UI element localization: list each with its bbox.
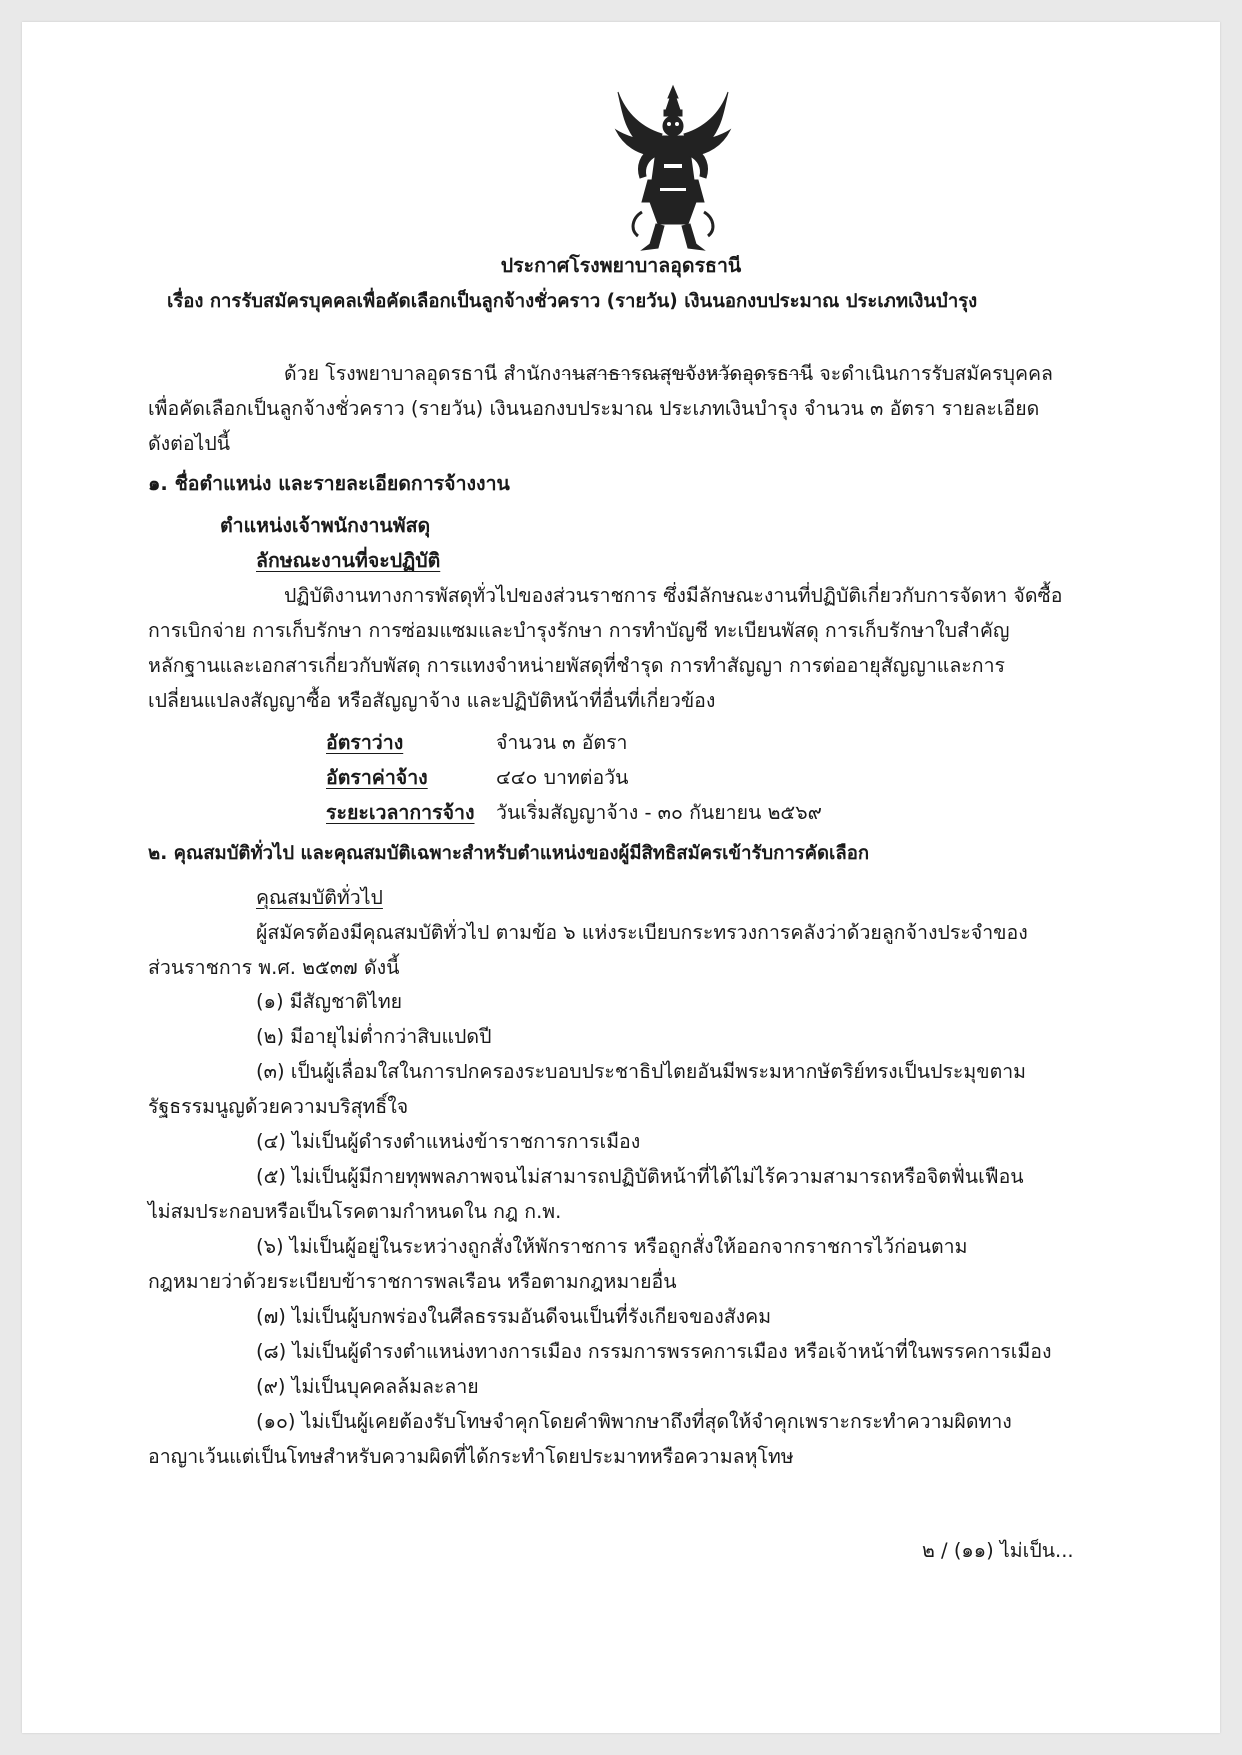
detail-value: วันเริ่มสัญญาจ้าง - ๓๐ กันยายน ๒๕๖๙ xyxy=(496,801,822,824)
sub-heading: คุณสมบัติทั่วไป xyxy=(256,886,383,909)
position-title: ตำแหน่งเจ้าพนักงานพัสดุ xyxy=(220,514,431,537)
intro-line: ด้วย โรงพยาบาลอุดรธานี สำนักงานสาธารณสุขจังหวัดอุดรธานี จะดำเนินการรับสมัครบุคคล xyxy=(284,362,1053,385)
qualification-item-cont: อาญาเว้นแต่เป็นโทษสำหรับความผิดที่ได้กระทำโดยประมาทหรือความลหุโทษ xyxy=(148,1445,794,1468)
duty-line: หลักฐานและเอกสารเกี่ยวกับพัสดุ การแทงจำหน่ายพัสดุที่ชำรุด การทำสัญญา การต่ออายุสัญญาและการ xyxy=(148,654,1006,677)
qualification-item: (๑๐) ไม่เป็นผู้เคยต้องรับโทษจำคุกโดยคำพิพากษาถึงที่สุดให้จำคุกเพราะกระทำความผิดทาง xyxy=(256,1410,1012,1433)
document-page xyxy=(22,22,1220,1733)
detail-label: อัตราว่าง xyxy=(326,731,404,754)
qualification-item: (๕) ไม่เป็นผู้มีกายทุพพลภาพจนไม่สามารถปฏิบัติหน้าที่ได้ไม่ไร้ความสามารถหรือจิตฟั่นเฟือน xyxy=(256,1165,1024,1188)
detail-value: ๔๔๐ บาทต่อวัน xyxy=(496,766,629,789)
document-subject: เรื่อง การรับสมัครบุคคลเพื่อคัดเลือกเป็นลูกจ้างชั่วคราว (รายวัน) เงินนอกงบประมาณ ประเภทเงินบำรุง xyxy=(167,291,978,312)
qualification-item: (๓) เป็นผู้เลื่อมใสในการปกครองระบอบประชาธิปไตยอันมีพระมหากษัตริย์ทรงเป็นประมุขตาม xyxy=(256,1060,1027,1083)
section-heading: ๒. คุณสมบัติทั่วไป และคุณสมบัติเฉพาะสำหรับตำแหน่งของผู้มีสิทธิสมัครเข้ารับการคัดเลือก xyxy=(148,843,870,864)
detail-label: ระยะเวลาการจ้าง xyxy=(326,801,475,824)
qualification-item: (๔) ไม่เป็นผู้ดำรงตำแหน่งข้าราชการการเมือง xyxy=(256,1130,641,1153)
detail-label: อัตราค่าจ้าง xyxy=(326,766,428,789)
detail-value: จำนวน ๓ อัตรา xyxy=(496,731,628,754)
qualification-item: (๗) ไม่เป็นผู้บกพร่องในศีลธรรมอันดีจนเป็นที่รังเกียจของสังคม xyxy=(256,1305,772,1328)
page-title: ประกาศโรงพยาบาลอุดรธานี xyxy=(500,254,742,277)
page-continuation: ๒ / (๑๑) ไม่เป็น... xyxy=(922,1539,1074,1562)
duty-line: การเบิกจ่าย การเก็บรักษา การซ่อมแซมและบำรุงรักษา การทำบัญชี ทะเบียนพัสดุ การเก็บรักษาใบสำคัญ xyxy=(148,619,1010,642)
qualification-item-cont: รัฐธรรมนูญด้วยความบริสุทธิ์ใจ xyxy=(148,1095,409,1118)
section-heading: ๑. ชื่อตำแหน่ง และรายละเอียดการจ้างงาน xyxy=(148,472,510,495)
duty-line: ปฏิบัติงานทางการพัสดุทั่วไปของส่วนราชการ ซึ่งมีลักษณะงานที่ปฏิบัติเกี่ยวกับการจัดหา จัดซื้อ xyxy=(284,584,1063,607)
qual-intro-line: ส่วนราชการ พ.ศ. ๒๕๓๗ ดังนี้ xyxy=(148,956,400,979)
qualification-item: (๙) ไม่เป็นบุคคลล้มละลาย xyxy=(256,1375,479,1398)
intro-line: เพื่อคัดเลือกเป็นลูกจ้างชั่วคราว (รายวัน) เงินนอกงบประมาณ ประเภทเงินบำรุง จำนวน ๓ อัตรา รายละเอียด xyxy=(148,397,1040,420)
duty-heading: ลักษณะงานที่จะปฏิบัติ xyxy=(256,549,441,572)
qualification-item: (๒) มีอายุไม่ต่ำกว่าสิบแปดปี xyxy=(256,1025,492,1048)
qualification-item: (๖) ไม่เป็นผู้อยู่ในระหว่างถูกสั่งให้พักราชการ หรือถูกสั่งให้ออกจากราชการไว้ก่อนตาม xyxy=(256,1235,968,1258)
qualification-item-cont: กฎหมายว่าด้วยระเบียบข้าราชการพลเรือน หรือตามกฎหมายอื่น xyxy=(148,1270,677,1293)
qualification-item-cont: ไม่สมประกอบหรือเป็นโรคตามกำหนดใน กฎ ก.พ. xyxy=(148,1200,562,1223)
qual-intro-line: ผู้สมัครต้องมีคุณสมบัติทั่วไป ตามข้อ ๖ แห่งระเบียบกระทรวงการคลังว่าด้วยลูกจ้างประจำของ xyxy=(256,921,1028,944)
garuda-emblem-icon xyxy=(612,84,734,252)
qualification-item: (๘) ไม่เป็นผู้ดำรงตำแหน่งทางการเมือง กรรมการพรรคการเมือง หรือเจ้าหน้าที่ในพรรคการเมือง xyxy=(256,1340,1052,1363)
intro-line: ดังต่อไปนี้ xyxy=(148,432,231,455)
qualification-item: (๑) มีสัญชาติไทย xyxy=(256,990,403,1013)
duty-line: เปลี่ยนแปลงสัญญาซื้อ หรือสัญญาจ้าง และปฏิบัติหน้าที่อื่นที่เกี่ยวข้อง xyxy=(148,689,716,712)
